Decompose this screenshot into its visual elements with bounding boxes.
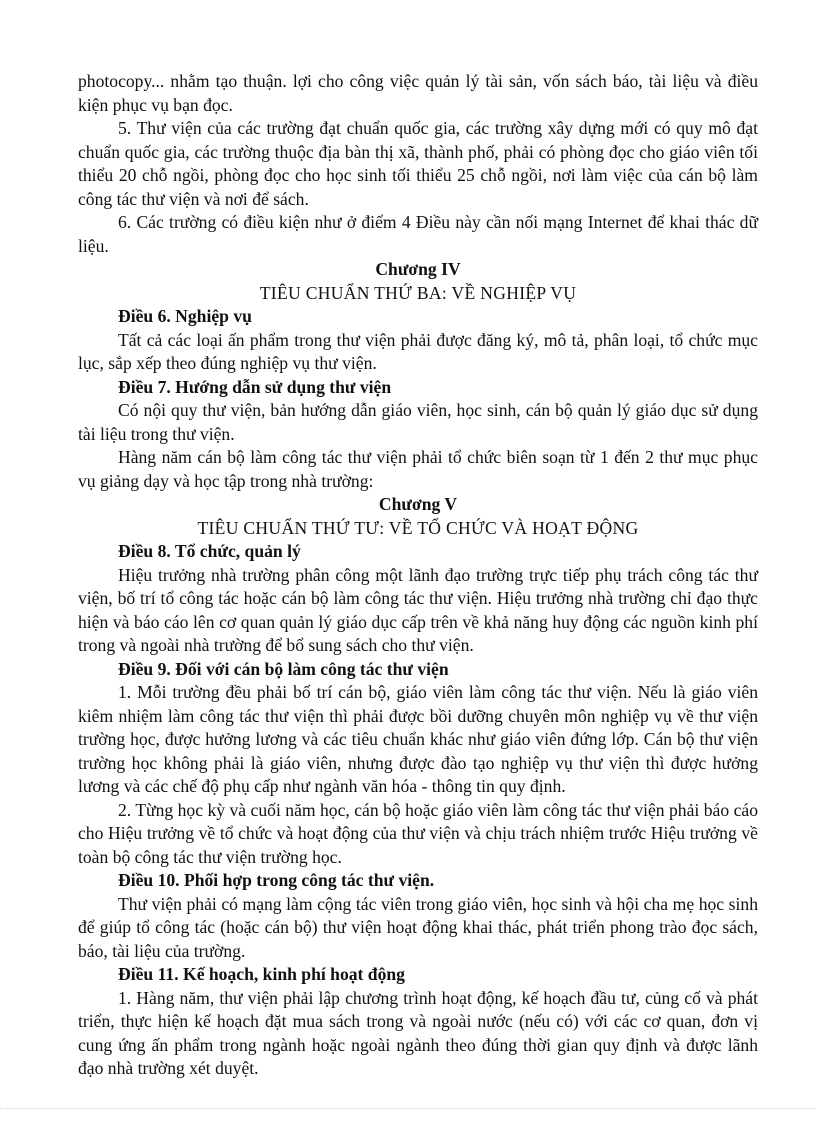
paragraph: 1. Hàng năm, thư viện phải lập chương trình hoạt động, kế hoạch đầu tư, củng cố và phát triển, thực hiện kế hoạch đặt mua sách trong và ngoài nước (nếu có) với các cơ quan, đơn vị cung ứng ấn phẩm trong ngành hoặc ngoài ngành theo đúng thời gian quy định và được lãnh đạo nhà trường xét duyệt. [78,987,758,1078]
paragraph: 2. Từng học kỳ và cuối năm học, cán bộ hoặc giáo viên làm công tác thư viện phải báo cáo cho Hiệu trưởng về tổ chức và hoạt động của thư viện và chịu trách nhiệm trước Hiệu trưởng về toàn bộ công tác thư viện trường học. [78,799,758,867]
article-heading: Điều 6. Nghiệp vụ [118,306,252,326]
article-heading: Điều 8. Tổ chức, quản lý [118,541,301,561]
paragraph: Có nội quy thư viện, bản hướng dẫn giáo viên, học sinh, cán bộ quản lý giáo dục sử dụng tài liệu trong thư viện. [78,400,758,444]
article-heading: Điều 7. Hướng dẫn sử dụng thư viện [118,376,392,397]
article-heading: Điều 11. Kế hoạch, kinh phí hoạt động [118,964,405,984]
paragraph: Thư viện phải có mạng làm cộng tác viên trong giáo viên, học sinh và hội cha mẹ học sinh để giúp tổ công tác (hoặc cán bộ) thư viện hoạt động khai thác, phát triển phong trào đọc sách, báo, tài liệu của trường. [78,893,758,961]
article-heading: Điều 10. Phối hợp trong công tác thư viện. [118,870,435,890]
paragraph: Tất cả các loại ấn phẩm trong thư viện phải được đăng ký, mô tả, phân loại, tổ chức mục lục, sắp xếp theo đúng nghiệp vụ thư viện. [78,329,758,373]
paragraph: Hiệu trưởng nhà trường phân công một lãnh đạo trường trực tiếp phụ trách công tác thư viện, bố trí tổ công tác hoặc cán bộ làm công tác thư viện. Hiệu trưởng nhà trường chỉ đạo thực hiện và báo cáo lên cơ quan quản lý giáo dục cấp trên về khả năng huy động các nguồn kinh phí trong và ngoài nhà trường để bổ sung sách cho thư viện. [78,564,758,655]
article-heading: Điều 9. Đối với cán bộ làm công tác thư viện [118,658,449,679]
paragraph: 6. Các trường có điều kiện như ở điểm 4 Điều này cần nối mạng Internet để khai thác dữ liệu. [78,212,758,256]
chapter-title: TIÊU CHUẨN THỨ TƯ: VỀ TỔ CHỨC VÀ HOẠT ĐỘNG [197,517,639,538]
paragraph: 1. Mỗi trường đều phải bố trí cán bộ, giáo viên làm công tác thư viện. Nếu là giáo viên kiêm nhiệm làm công tác thư viện thì phải được bồi dưỡng chuyên môn nghiệp vụ về thư viện trường học, được hưởng lương và các tiêu chuẩn khác như giáo viên đứng lớp. Cán bộ thư viện trường học không phải là giáo viên, nhưng được đào tạo nghiệp vụ thư viện thì được hưởng lương và các chế độ phụ cấp như ngành văn hóa - thông tin quy định. [78,682,758,796]
document-page [78,70,758,1081]
chapter-label: Chương IV [375,259,461,279]
page-bottom-divider [0,1108,816,1109]
chapter-title: TIÊU CHUẨN THỨ BA: VỀ NGHIỆP VỤ [259,282,577,303]
chapter-label: Chương V [378,494,458,514]
paragraph: photocopy... nhằm tạo thuận. lợi cho công việc quản lý tài sản, vốn sách báo, tài liệu và điều kiện phục vụ bạn đọc. [78,71,758,115]
paragraph: 5. Thư viện của các trường đạt chuẩn quốc gia, các trường xây dựng mới có quy mô đạt chuẩn quốc gia, các trường thuộc địa bàn thị xã, thành phố, phải có phòng đọc cho giáo viên tối thiểu 20 chỗ ngồi, phòng đọc cho học sinh tối thiểu 25 chỗ ngồi, nơi làm việc của cán bộ làm công tác thư viện và nơi để sách. [78,118,758,209]
paragraph: Hàng năm cán bộ làm công tác thư viện phải tổ chức biên soạn từ 1 đến 2 thư mục phục vụ giảng dạy và học tập trong nhà trường: [78,447,758,491]
